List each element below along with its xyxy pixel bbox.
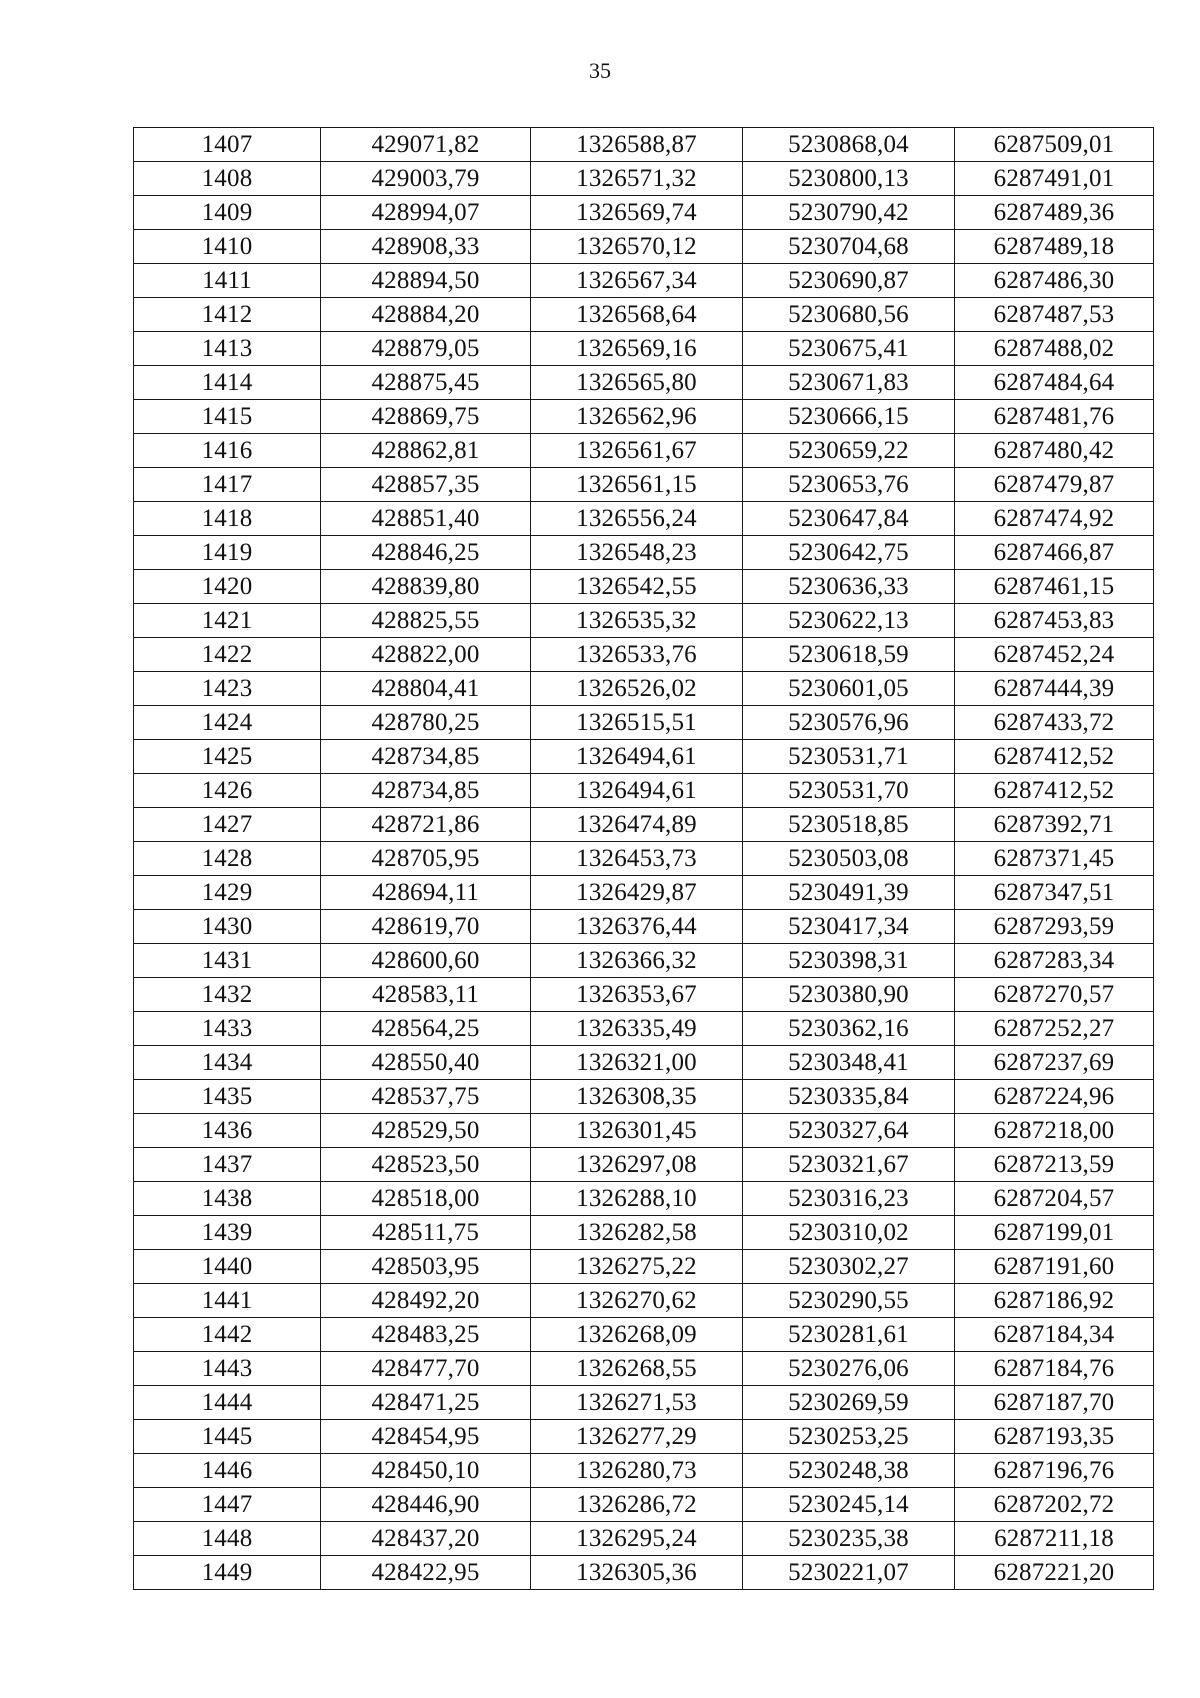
table-row: [134, 706, 1154, 740]
x2-coordinate-cell: 5230269,59: [743, 1386, 955, 1420]
y2-coordinate-cell: 6287199,01: [955, 1216, 1154, 1250]
x-coordinate-cell: 428994,07: [321, 196, 531, 230]
y2-coordinate-cell: 6287433,72: [955, 706, 1154, 740]
x-coordinate-cell: 428851,40: [321, 502, 531, 536]
y-coordinate-cell: 1326429,87: [531, 876, 743, 910]
point-number-cell: 1420: [134, 570, 321, 604]
table-row: [134, 366, 1154, 400]
table-row: [134, 230, 1154, 264]
x2-coordinate-cell: 5230491,39: [743, 876, 955, 910]
point-number-cell: 1435: [134, 1080, 321, 1114]
point-number-cell: 1408: [134, 162, 321, 196]
y2-coordinate-cell: 6287211,18: [955, 1522, 1154, 1556]
table-row: [134, 604, 1154, 638]
table-row: [134, 808, 1154, 842]
table-row: [134, 1012, 1154, 1046]
x2-coordinate-cell: 5230245,14: [743, 1488, 955, 1522]
y2-coordinate-cell: 6287479,87: [955, 468, 1154, 502]
y-coordinate-cell: 1326567,34: [531, 264, 743, 298]
x-coordinate-cell: 428564,25: [321, 1012, 531, 1046]
y-coordinate-cell: 1326565,80: [531, 366, 743, 400]
y2-coordinate-cell: 6287474,92: [955, 502, 1154, 536]
x-coordinate-cell: 428600,60: [321, 944, 531, 978]
x-coordinate-cell: 428583,11: [321, 978, 531, 1012]
point-number-cell: 1424: [134, 706, 321, 740]
y2-coordinate-cell: 6287453,83: [955, 604, 1154, 638]
table-row: [134, 842, 1154, 876]
y2-coordinate-cell: 6287491,01: [955, 162, 1154, 196]
y-coordinate-cell: 1326268,55: [531, 1352, 743, 1386]
table-row: [134, 1318, 1154, 1352]
y-coordinate-cell: 1326282,58: [531, 1216, 743, 1250]
point-number-cell: 1407: [134, 128, 321, 162]
point-number-cell: 1440: [134, 1250, 321, 1284]
x-coordinate-cell: 428437,20: [321, 1522, 531, 1556]
x2-coordinate-cell: 5230276,06: [743, 1352, 955, 1386]
x2-coordinate-cell: 5230348,41: [743, 1046, 955, 1080]
table-row: [134, 1080, 1154, 1114]
table-row: [134, 1488, 1154, 1522]
point-number-cell: 1422: [134, 638, 321, 672]
y2-coordinate-cell: 6287202,72: [955, 1488, 1154, 1522]
table-row: [134, 1556, 1154, 1590]
table-row: [134, 128, 1154, 162]
point-number-cell: 1428: [134, 842, 321, 876]
x-coordinate-cell: 428471,25: [321, 1386, 531, 1420]
x2-coordinate-cell: 5230576,96: [743, 706, 955, 740]
table-row: [134, 196, 1154, 230]
x-coordinate-cell: 428511,75: [321, 1216, 531, 1250]
point-number-cell: 1414: [134, 366, 321, 400]
y-coordinate-cell: 1326494,61: [531, 740, 743, 774]
point-number-cell: 1419: [134, 536, 321, 570]
x2-coordinate-cell: 5230601,05: [743, 672, 955, 706]
table-row: [134, 400, 1154, 434]
x2-coordinate-cell: 5230622,13: [743, 604, 955, 638]
y-coordinate-cell: 1326561,67: [531, 434, 743, 468]
y-coordinate-cell: 1326588,87: [531, 128, 743, 162]
table-row: [134, 740, 1154, 774]
x2-coordinate-cell: 5230618,59: [743, 638, 955, 672]
x2-coordinate-cell: 5230642,75: [743, 536, 955, 570]
table-row: [134, 638, 1154, 672]
y2-coordinate-cell: 6287392,71: [955, 808, 1154, 842]
table-row: [134, 1522, 1154, 1556]
y-coordinate-cell: 1326570,12: [531, 230, 743, 264]
table-row: [134, 1352, 1154, 1386]
x2-coordinate-cell: 5230680,56: [743, 298, 955, 332]
point-number-cell: 1425: [134, 740, 321, 774]
y2-coordinate-cell: 6287480,42: [955, 434, 1154, 468]
x2-coordinate-cell: 5230321,67: [743, 1148, 955, 1182]
x-coordinate-cell: 429071,82: [321, 128, 531, 162]
x2-coordinate-cell: 5230675,41: [743, 332, 955, 366]
y2-coordinate-cell: 6287186,92: [955, 1284, 1154, 1318]
y2-coordinate-cell: 6287489,18: [955, 230, 1154, 264]
point-number-cell: 1410: [134, 230, 321, 264]
y-coordinate-cell: 1326548,23: [531, 536, 743, 570]
x2-coordinate-cell: 5230316,23: [743, 1182, 955, 1216]
y2-coordinate-cell: 6287191,60: [955, 1250, 1154, 1284]
x-coordinate-cell: 428446,90: [321, 1488, 531, 1522]
y-coordinate-cell: 1326305,36: [531, 1556, 743, 1590]
x2-coordinate-cell: 5230518,85: [743, 808, 955, 842]
x-coordinate-cell: 428454,95: [321, 1420, 531, 1454]
x-coordinate-cell: 428846,25: [321, 536, 531, 570]
x2-coordinate-cell: 5230335,84: [743, 1080, 955, 1114]
y2-coordinate-cell: 6287193,35: [955, 1420, 1154, 1454]
y2-coordinate-cell: 6287187,70: [955, 1386, 1154, 1420]
y2-coordinate-cell: 6287488,02: [955, 332, 1154, 366]
x-coordinate-cell: 428908,33: [321, 230, 531, 264]
x-coordinate-cell: 428721,86: [321, 808, 531, 842]
point-number-cell: 1415: [134, 400, 321, 434]
y2-coordinate-cell: 6287412,52: [955, 740, 1154, 774]
y-coordinate-cell: 1326376,44: [531, 910, 743, 944]
table-row: [134, 1454, 1154, 1488]
y2-coordinate-cell: 6287196,76: [955, 1454, 1154, 1488]
y2-coordinate-cell: 6287237,69: [955, 1046, 1154, 1080]
table-row: [134, 1284, 1154, 1318]
x-coordinate-cell: 428537,75: [321, 1080, 531, 1114]
y-coordinate-cell: 1326569,16: [531, 332, 743, 366]
x2-coordinate-cell: 5230531,71: [743, 740, 955, 774]
x2-coordinate-cell: 5230362,16: [743, 1012, 955, 1046]
x-coordinate-cell: 428619,70: [321, 910, 531, 944]
table-row: [134, 1386, 1154, 1420]
x-coordinate-cell: 428518,00: [321, 1182, 531, 1216]
y-coordinate-cell: 1326561,15: [531, 468, 743, 502]
y-coordinate-cell: 1326556,24: [531, 502, 743, 536]
table-row: [134, 1114, 1154, 1148]
y-coordinate-cell: 1326571,32: [531, 162, 743, 196]
table-row: [134, 1182, 1154, 1216]
y-coordinate-cell: 1326474,89: [531, 808, 743, 842]
x2-coordinate-cell: 5230417,34: [743, 910, 955, 944]
x-coordinate-cell: 428839,80: [321, 570, 531, 604]
point-number-cell: 1416: [134, 434, 321, 468]
point-number-cell: 1418: [134, 502, 321, 536]
y2-coordinate-cell: 6287224,96: [955, 1080, 1154, 1114]
x2-coordinate-cell: 5230659,22: [743, 434, 955, 468]
x-coordinate-cell: 428894,50: [321, 264, 531, 298]
x2-coordinate-cell: 5230790,42: [743, 196, 955, 230]
x-coordinate-cell: 428450,10: [321, 1454, 531, 1488]
x-coordinate-cell: 428884,20: [321, 298, 531, 332]
point-number-cell: 1445: [134, 1420, 321, 1454]
y2-coordinate-cell: 6287484,64: [955, 366, 1154, 400]
x-coordinate-cell: 428483,25: [321, 1318, 531, 1352]
y2-coordinate-cell: 6287213,59: [955, 1148, 1154, 1182]
table-row: [134, 468, 1154, 502]
x2-coordinate-cell: 5230636,33: [743, 570, 955, 604]
y-coordinate-cell: 1326366,32: [531, 944, 743, 978]
point-number-cell: 1443: [134, 1352, 321, 1386]
x2-coordinate-cell: 5230290,55: [743, 1284, 955, 1318]
point-number-cell: 1413: [134, 332, 321, 366]
table-row: [134, 536, 1154, 570]
table-row: [134, 944, 1154, 978]
x-coordinate-cell: 428503,95: [321, 1250, 531, 1284]
y-coordinate-cell: 1326533,76: [531, 638, 743, 672]
point-number-cell: 1426: [134, 774, 321, 808]
point-number-cell: 1432: [134, 978, 321, 1012]
y-coordinate-cell: 1326353,67: [531, 978, 743, 1012]
point-number-cell: 1448: [134, 1522, 321, 1556]
x-coordinate-cell: 428822,00: [321, 638, 531, 672]
x-coordinate-cell: 428523,50: [321, 1148, 531, 1182]
point-number-cell: 1423: [134, 672, 321, 706]
y-coordinate-cell: 1326569,74: [531, 196, 743, 230]
point-number-cell: 1409: [134, 196, 321, 230]
x2-coordinate-cell: 5230653,76: [743, 468, 955, 502]
coordinates-table: [133, 127, 1154, 1590]
x-coordinate-cell: 429003,79: [321, 162, 531, 196]
x-coordinate-cell: 428857,35: [321, 468, 531, 502]
y-coordinate-cell: 1326275,22: [531, 1250, 743, 1284]
x2-coordinate-cell: 5230380,90: [743, 978, 955, 1012]
x-coordinate-cell: 428862,81: [321, 434, 531, 468]
x-coordinate-cell: 428804,41: [321, 672, 531, 706]
x2-coordinate-cell: 5230281,61: [743, 1318, 955, 1352]
y2-coordinate-cell: 6287444,39: [955, 672, 1154, 706]
y2-coordinate-cell: 6287221,20: [955, 1556, 1154, 1590]
y2-coordinate-cell: 6287204,57: [955, 1182, 1154, 1216]
y2-coordinate-cell: 6287270,57: [955, 978, 1154, 1012]
table-row: [134, 1216, 1154, 1250]
y-coordinate-cell: 1326568,64: [531, 298, 743, 332]
x-coordinate-cell: 428825,55: [321, 604, 531, 638]
point-number-cell: 1430: [134, 910, 321, 944]
y2-coordinate-cell: 6287487,53: [955, 298, 1154, 332]
y2-coordinate-cell: 6287184,76: [955, 1352, 1154, 1386]
y-coordinate-cell: 1326321,00: [531, 1046, 743, 1080]
point-number-cell: 1449: [134, 1556, 321, 1590]
y2-coordinate-cell: 6287481,76: [955, 400, 1154, 434]
point-number-cell: 1421: [134, 604, 321, 638]
y-coordinate-cell: 1326295,24: [531, 1522, 743, 1556]
table-row: [134, 876, 1154, 910]
x2-coordinate-cell: 5230398,31: [743, 944, 955, 978]
table-row: [134, 1420, 1154, 1454]
x2-coordinate-cell: 5230690,87: [743, 264, 955, 298]
y-coordinate-cell: 1326335,49: [531, 1012, 743, 1046]
y-coordinate-cell: 1326562,96: [531, 400, 743, 434]
x2-coordinate-cell: 5230800,13: [743, 162, 955, 196]
point-number-cell: 1411: [134, 264, 321, 298]
point-number-cell: 1433: [134, 1012, 321, 1046]
y-coordinate-cell: 1326301,45: [531, 1114, 743, 1148]
y-coordinate-cell: 1326288,10: [531, 1182, 743, 1216]
point-number-cell: 1434: [134, 1046, 321, 1080]
y-coordinate-cell: 1326526,02: [531, 672, 743, 706]
y2-coordinate-cell: 6287489,36: [955, 196, 1154, 230]
x-coordinate-cell: 428477,70: [321, 1352, 531, 1386]
y2-coordinate-cell: 6287293,59: [955, 910, 1154, 944]
y2-coordinate-cell: 6287486,30: [955, 264, 1154, 298]
point-number-cell: 1431: [134, 944, 321, 978]
x-coordinate-cell: 428879,05: [321, 332, 531, 366]
y2-coordinate-cell: 6287452,24: [955, 638, 1154, 672]
point-number-cell: 1437: [134, 1148, 321, 1182]
point-number-cell: 1441: [134, 1284, 321, 1318]
table-row: [134, 298, 1154, 332]
y-coordinate-cell: 1326277,29: [531, 1420, 743, 1454]
x-coordinate-cell: 428734,85: [321, 740, 531, 774]
y2-coordinate-cell: 6287218,00: [955, 1114, 1154, 1148]
y-coordinate-cell: 1326515,51: [531, 706, 743, 740]
x2-coordinate-cell: 5230666,15: [743, 400, 955, 434]
x-coordinate-cell: 428734,85: [321, 774, 531, 808]
table-row: [134, 978, 1154, 1012]
point-number-cell: 1447: [134, 1488, 321, 1522]
x-coordinate-cell: 428875,45: [321, 366, 531, 400]
point-number-cell: 1446: [134, 1454, 321, 1488]
x-coordinate-cell: 428550,40: [321, 1046, 531, 1080]
point-number-cell: 1417: [134, 468, 321, 502]
x2-coordinate-cell: 5230327,64: [743, 1114, 955, 1148]
table-row: [134, 1250, 1154, 1284]
y2-coordinate-cell: 6287252,27: [955, 1012, 1154, 1046]
x2-coordinate-cell: 5230704,68: [743, 230, 955, 264]
table-row: [134, 672, 1154, 706]
x2-coordinate-cell: 5230248,38: [743, 1454, 955, 1488]
x2-coordinate-cell: 5230503,08: [743, 842, 955, 876]
table-row: [134, 162, 1154, 196]
y-coordinate-cell: 1326453,73: [531, 842, 743, 876]
x2-coordinate-cell: 5230235,38: [743, 1522, 955, 1556]
x2-coordinate-cell: 5230221,07: [743, 1556, 955, 1590]
x2-coordinate-cell: 5230302,27: [743, 1250, 955, 1284]
x-coordinate-cell: 428422,95: [321, 1556, 531, 1590]
y-coordinate-cell: 1326271,53: [531, 1386, 743, 1420]
x2-coordinate-cell: 5230671,83: [743, 366, 955, 400]
y-coordinate-cell: 1326286,72: [531, 1488, 743, 1522]
y-coordinate-cell: 1326268,09: [531, 1318, 743, 1352]
table-row: [134, 434, 1154, 468]
point-number-cell: 1427: [134, 808, 321, 842]
table-row: [134, 570, 1154, 604]
y2-coordinate-cell: 6287412,52: [955, 774, 1154, 808]
y2-coordinate-cell: 6287184,34: [955, 1318, 1154, 1352]
x-coordinate-cell: 428492,20: [321, 1284, 531, 1318]
x-coordinate-cell: 428869,75: [321, 400, 531, 434]
y2-coordinate-cell: 6287283,34: [955, 944, 1154, 978]
y2-coordinate-cell: 6287371,45: [955, 842, 1154, 876]
table-row: [134, 1046, 1154, 1080]
point-number-cell: 1429: [134, 876, 321, 910]
table-row: [134, 774, 1154, 808]
coordinates-table-body: [134, 128, 1154, 1590]
table-row: [134, 264, 1154, 298]
y-coordinate-cell: 1326494,61: [531, 774, 743, 808]
y-coordinate-cell: 1326297,08: [531, 1148, 743, 1182]
y-coordinate-cell: 1326270,62: [531, 1284, 743, 1318]
x2-coordinate-cell: 5230253,25: [743, 1420, 955, 1454]
y2-coordinate-cell: 6287347,51: [955, 876, 1154, 910]
y2-coordinate-cell: 6287466,87: [955, 536, 1154, 570]
table-row: [134, 910, 1154, 944]
y2-coordinate-cell: 6287509,01: [955, 128, 1154, 162]
x-coordinate-cell: 428780,25: [321, 706, 531, 740]
table-row: [134, 502, 1154, 536]
x-coordinate-cell: 428705,95: [321, 842, 531, 876]
point-number-cell: 1438: [134, 1182, 321, 1216]
y2-coordinate-cell: 6287461,15: [955, 570, 1154, 604]
x2-coordinate-cell: 5230647,84: [743, 502, 955, 536]
table-row: [134, 1148, 1154, 1182]
point-number-cell: 1436: [134, 1114, 321, 1148]
y-coordinate-cell: 1326535,32: [531, 604, 743, 638]
x2-coordinate-cell: 5230868,04: [743, 128, 955, 162]
table-row: [134, 332, 1154, 366]
point-number-cell: 1439: [134, 1216, 321, 1250]
y-coordinate-cell: 1326542,55: [531, 570, 743, 604]
y-coordinate-cell: 1326280,73: [531, 1454, 743, 1488]
x-coordinate-cell: 428529,50: [321, 1114, 531, 1148]
point-number-cell: 1442: [134, 1318, 321, 1352]
x-coordinate-cell: 428694,11: [321, 876, 531, 910]
page-number: 35: [589, 58, 611, 83]
y-coordinate-cell: 1326308,35: [531, 1080, 743, 1114]
x2-coordinate-cell: 5230531,70: [743, 774, 955, 808]
point-number-cell: 1444: [134, 1386, 321, 1420]
x2-coordinate-cell: 5230310,02: [743, 1216, 955, 1250]
point-number-cell: 1412: [134, 298, 321, 332]
